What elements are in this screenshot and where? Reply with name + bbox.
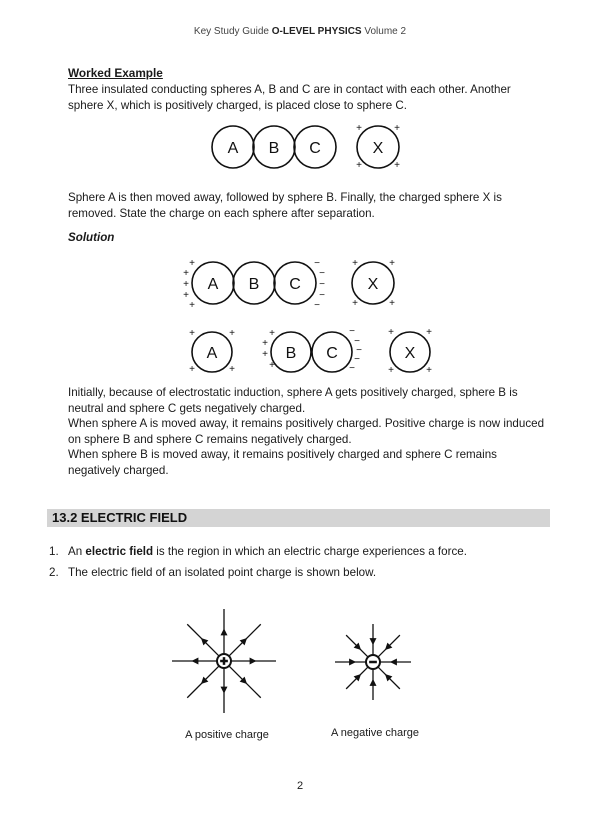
field-arrow <box>390 659 397 666</box>
worked-example-title: Worked Example <box>68 66 163 80</box>
svg-text:+: + <box>389 298 395 309</box>
sphere-b-label: B <box>285 345 297 362</box>
field-arrow <box>349 659 356 666</box>
svg-text:−: − <box>319 268 325 279</box>
sphere-b-label: B <box>268 140 280 157</box>
field-arrow <box>370 679 377 686</box>
sphere-c-label: C <box>326 345 338 362</box>
x-charge-plus: + <box>356 123 362 134</box>
sphere-x-label: X <box>372 140 384 157</box>
page-number: 2 <box>296 780 304 792</box>
solution-label: Solution <box>68 231 115 244</box>
svg-text:−: − <box>319 279 325 290</box>
header-prefix: Key Study Guide <box>193 26 269 37</box>
sphere-x-label: X <box>367 276 379 293</box>
svg-text:−: − <box>319 290 325 301</box>
svg-text:+: + <box>269 360 275 371</box>
sphere-x-label: X <box>404 345 416 362</box>
svg-text:+: + <box>352 298 358 309</box>
svg-text:+: + <box>229 364 235 375</box>
explanation-3: When sphere B is moved away, it remains positively charged and sphere C remains negatively charged. <box>68 448 497 477</box>
svg-text:+: + <box>388 365 394 376</box>
svg-text:+: + <box>183 290 189 301</box>
svg-text:+: + <box>352 258 358 269</box>
field-arrow <box>370 638 377 645</box>
header-suffix: Volume 2 <box>361 26 407 37</box>
x-charge-plus: + <box>356 160 362 171</box>
svg-text:+: + <box>389 258 395 269</box>
svg-text:+: + <box>183 279 189 290</box>
x-charge-plus: + <box>394 160 400 171</box>
caption-negative: A negative charge <box>330 727 420 739</box>
svg-text:+: + <box>262 338 268 349</box>
svg-text:+: + <box>189 258 195 269</box>
svg-text:−: − <box>314 258 320 269</box>
svg-text:+: + <box>262 349 268 360</box>
explanation-1: Initially, because of electrostatic induction, sphere A gets positively charged, sphere B is neutral and sphere C gets negatively charged. <box>68 386 518 415</box>
sphere-b-label: B <box>248 276 260 293</box>
sphere-c-label: C <box>289 276 301 293</box>
caption-positive: A positive charge <box>185 729 269 741</box>
svg-text:−: − <box>354 336 360 347</box>
explanation-2: When sphere A is moved away, it remains positively charged. Positive charge is now induced on sphere B and sphere C remains negatively charged. <box>68 417 545 446</box>
svg-text:+: + <box>388 327 394 338</box>
svg-text:+: + <box>269 328 275 339</box>
section-title: 13.2 ELECTRIC FIELD <box>52 510 188 525</box>
svg-text:−: − <box>349 326 355 337</box>
worked-example-intro: Three insulated conducting spheres A, B and C are in contact with each other. Another sphere X, which is positively charged, is placed close to sphere C. <box>68 83 511 112</box>
svg-text:+: + <box>189 364 195 375</box>
svg-text:−: − <box>314 300 320 311</box>
svg-text:−: − <box>354 354 360 365</box>
sphere-c-label: C <box>309 140 321 157</box>
svg-text:+: + <box>426 365 432 376</box>
svg-text:+: + <box>189 300 195 311</box>
svg-text:+: + <box>229 328 235 339</box>
svg-text:+: + <box>426 327 432 338</box>
sphere-a-label: A <box>206 345 218 362</box>
list-item: 2. The electric field of an isolated point charge is shown below. <box>49 566 377 579</box>
svg-text:+: + <box>189 328 195 339</box>
sphere-a-label: A <box>207 276 219 293</box>
svg-text:−: − <box>356 345 362 356</box>
svg-text:−: − <box>349 363 355 374</box>
svg-text:+: + <box>183 268 189 279</box>
x-charge-plus: + <box>394 123 400 134</box>
list-item: 1. An electric field is the region in which an electric charge experiences a force. <box>49 545 467 558</box>
header-title: O-LEVEL PHYSICS <box>271 26 362 37</box>
worked-example-question: Sphere A is then moved away, followed by sphere B. Finally, the charged sphere X is removed. State the charge on each sphere after separation. <box>68 191 502 220</box>
sphere-a-label: A <box>227 140 239 157</box>
